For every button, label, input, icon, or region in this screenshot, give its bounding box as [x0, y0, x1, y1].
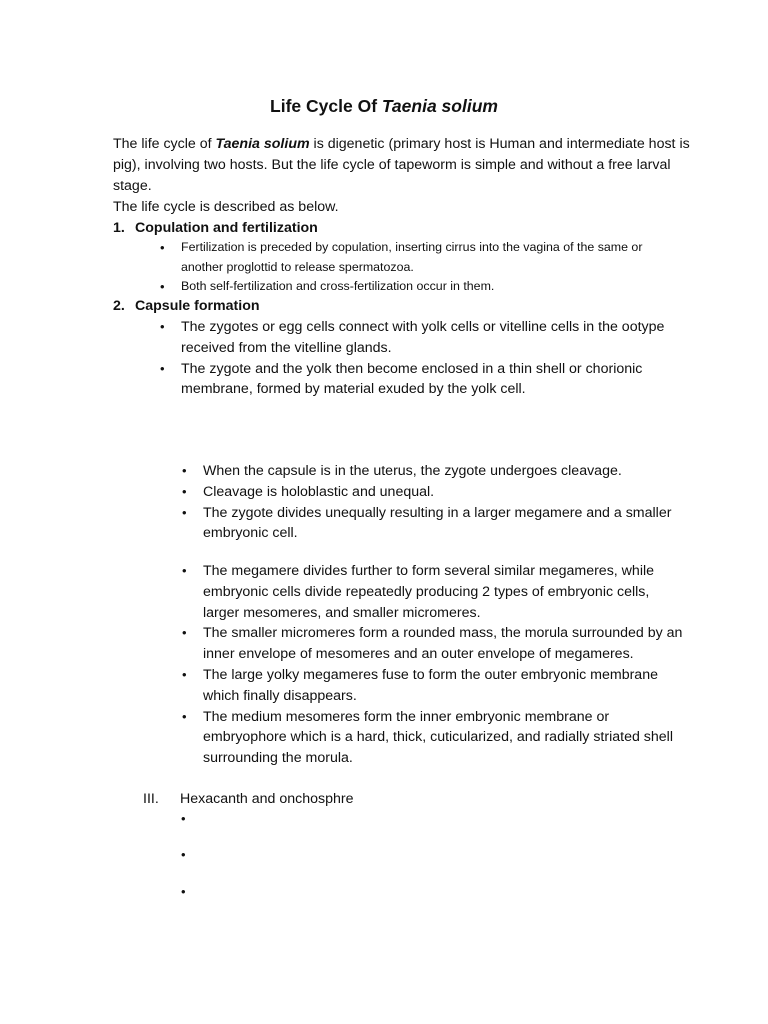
section-heading-text: Copulation and fertilization — [135, 220, 318, 236]
list-item-text: The zygote divides unequally resulting in a larger megamere and a smaller embryonic cell. — [203, 504, 672, 542]
bullet-icon: • — [182, 463, 187, 478]
intro-text-end: is digenetic (primary host is Human and intermediate host is pig), involving two hosts. But the life cycle of tapeworm is simple and without a free larval stage. — [113, 136, 690, 194]
bullet-icon: • — [182, 563, 187, 578]
empty-bullet-icon: • — [181, 884, 186, 899]
section-heading-hexacanth — [143, 789, 683, 810]
empty-bullet-icon: • — [181, 811, 186, 826]
title-species: Taenia solium — [381, 96, 498, 116]
list-item — [182, 623, 683, 665]
list-item — [182, 461, 683, 482]
section-heading-capsule — [113, 296, 693, 317]
page-title — [0, 94, 768, 118]
bullet-icon: • — [160, 319, 165, 334]
title-prefix: Life Cycle Of — [270, 96, 382, 116]
list-item — [182, 561, 683, 623]
list-item-text: Fertilization is preceded by copulation, inserting cirrus into the vagina of the same or another proglottid to release spermatozoa. — [181, 240, 643, 274]
list-item — [160, 359, 681, 401]
roman-numeral: III. — [143, 791, 159, 807]
bullet-icon: • — [182, 504, 187, 520]
list-item — [160, 238, 671, 277]
list-item — [182, 503, 683, 545]
capsule-bullet-list — [160, 317, 681, 400]
list-item — [160, 277, 671, 297]
list-item — [182, 665, 683, 707]
copulation-bullet-list — [160, 238, 671, 297]
list-item-text: The megamere divides further to form several similar megameres, while embryonic cells divide repeatedly producing 2 types of embryonic cells, larger mesomeres, and smaller micromeres. — [203, 563, 655, 621]
list-item-text: The large yolky megameres fuse to form the outer embryonic membrane which finally disappears. — [203, 666, 658, 704]
section-number: 2. — [113, 298, 125, 314]
list-item — [182, 707, 683, 769]
list-item — [182, 482, 683, 503]
cleavage-bullet-list-a — [182, 461, 683, 544]
list-item-text: Cleavage is holoblastic and unequal. — [203, 483, 435, 500]
list-item-text: The medium mesomeres form the inner embryonic membrane or embryophore which is a hard, thick, cuticularized, and radially striated shell surrounding the morula. — [203, 708, 673, 767]
list-item — [160, 317, 681, 359]
bullet-icon: • — [182, 625, 187, 641]
list-item-text: Both self-fertilization and cross-fertilization occur in them. — [181, 279, 495, 294]
section-heading-text: Hexacanth and onchosphre — [180, 791, 354, 807]
intro-second-line: The life cycle is described as below. — [113, 199, 339, 215]
intro-species: Taenia solium — [215, 136, 310, 152]
section-heading-text: Capsule formation — [135, 298, 260, 314]
list-item-text: When the capsule is in the uterus, the zygote undergoes cleavage. — [203, 463, 622, 479]
bullet-icon: • — [182, 666, 187, 682]
list-item-text: The smaller micromeres form a rounded mass, the morula surrounded by an inner envelope of mesomeres and an outer envelope of megameres. — [203, 625, 683, 663]
list-item-text: The zygote and the yolk then become enclosed in a thin shell or chorionic membrane, formed by material exuded by the yolk cell. — [181, 360, 643, 398]
bullet-icon: • — [182, 483, 187, 499]
section-heading-copulation — [113, 218, 693, 239]
section-number: 1. — [113, 220, 125, 236]
empty-bullet-icon: • — [181, 847, 186, 862]
bullet-icon: • — [160, 279, 165, 295]
bullet-icon: • — [182, 708, 187, 724]
list-item-text: The zygotes or egg cells connect with yolk cells or vitelline cells in the ootype received from the vitelline glands. — [181, 319, 665, 356]
cleavage-bullet-list-b — [182, 561, 683, 769]
intro-text-start: The life cycle of — [113, 136, 216, 152]
bullet-icon: • — [160, 360, 165, 376]
intro-paragraph — [113, 134, 693, 196]
bullet-icon: • — [160, 240, 165, 255]
